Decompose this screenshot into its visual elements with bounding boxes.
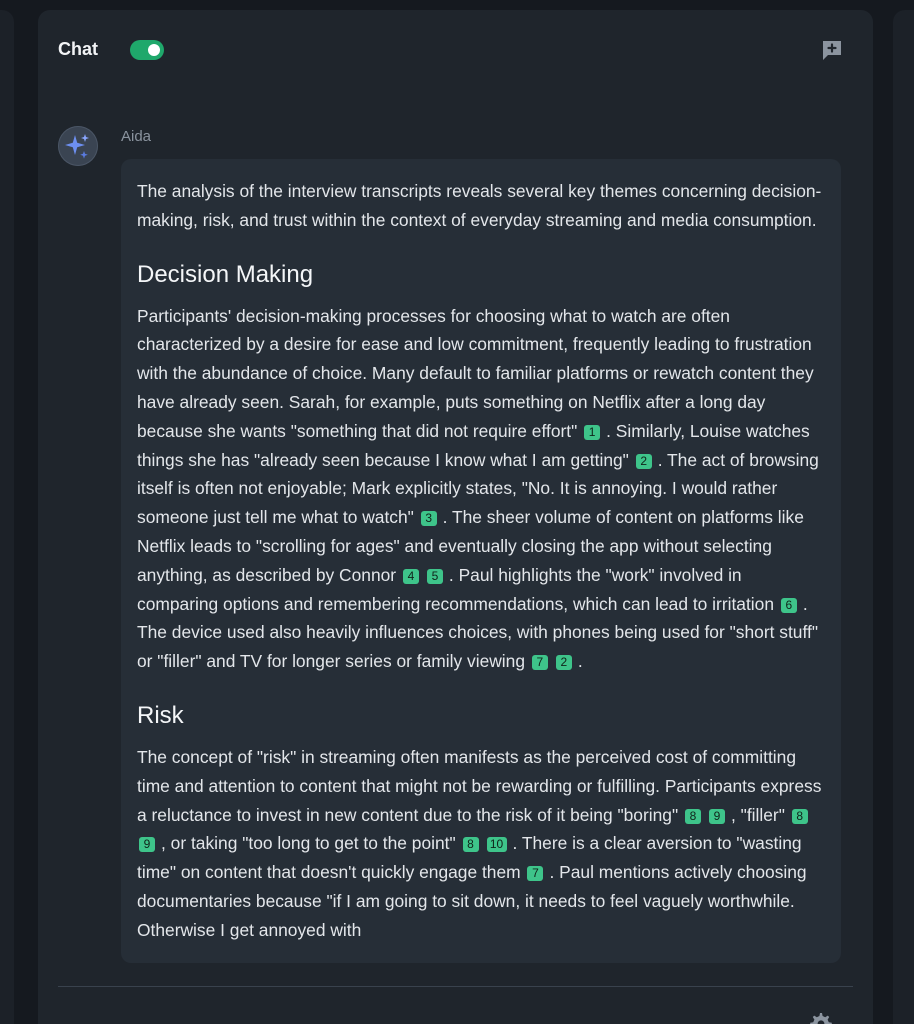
message-list[interactable] bbox=[38, 88, 873, 987]
citation-badge[interactable]: 8 bbox=[792, 809, 808, 824]
sparkles-icon bbox=[58, 126, 98, 166]
citation-badge[interactable]: 9 bbox=[709, 809, 725, 824]
citation-badge[interactable]: 8 bbox=[463, 837, 479, 852]
section-heading: Risk bbox=[137, 701, 184, 729]
citation-badge[interactable]: 2 bbox=[556, 655, 572, 670]
chat-title: Chat bbox=[58, 39, 98, 59]
citation-badge[interactable]: 8 bbox=[685, 809, 701, 824]
intro-paragraph: The analysis of the interview transcripts reveals several key themes concerning decision-making, risk, and trust within the context of everyday streaming and media consumption. bbox=[137, 181, 822, 230]
chat-toggle[interactable] bbox=[130, 40, 164, 60]
section-paragraph: The concept of "risk" in streaming often manifests as the perceived cost of committing time and attention to content that might not be rewarding or fulfilling. Participants express a reluctance to invest in new content due to the risk of it being "boring" 8 9 , "filler" 89 , or taking "too long to get to the point" 8 10 . There is a clear aversion to "wasting time" on content that doesn't quickly engage them 7 . Paul mentions actively choosing documentaries because "if I am going to sit down, it needs to feel vaguely worthwhile. Otherwise I get annoyed with bbox=[137, 746, 822, 940]
right-panel-edge bbox=[893, 10, 914, 1024]
section-paragraph: Participants' decision-making processes for choosing what to watch are often characterized by a desire for ease and low commitment, frequently leading to frustration with the abundance of choice. Many default to familiar platforms or rewatch content they have already seen. Sarah, for example, puts something on Netflix after a long day because she wants "something that did not require effort" 1 . Similarly, Louise watches things she has "already seen because I know what I am getting" 2 . The act of browsing itself is often not enjoyable; Mark explicitly states, "No. It is annoying. I would rather someone just tell me what to watch" 3 . The sheer volume of content on platforms like Netflix leads to "scrolling for ages" and eventually closing the app without selecting anything, as described by Connor 4 5 . Paul highlights the "work" involved in comparing options and remembering recommendations, which can lead to irritation 6 . The device used also heavily influences choices, with phones being used for "short stuff" or "filler" and TV for longer series or family viewing 7 2 . bbox=[137, 305, 819, 672]
citation-badge[interactable]: 5 bbox=[427, 569, 443, 584]
citation-badge[interactable]: 2 bbox=[636, 454, 652, 469]
composer-divider bbox=[58, 986, 853, 987]
citation-badge[interactable]: 10 bbox=[487, 837, 507, 852]
toggle-knob bbox=[148, 44, 160, 56]
sender-name: Aida bbox=[121, 128, 152, 145]
citation-badge[interactable]: 9 bbox=[139, 837, 155, 852]
chat-panel bbox=[38, 10, 873, 1024]
assistant-avatar bbox=[58, 126, 98, 166]
citation-badge[interactable]: 7 bbox=[527, 866, 543, 881]
citation-badge[interactable]: 6 bbox=[781, 598, 797, 613]
citation-badge[interactable]: 3 bbox=[421, 511, 437, 526]
citation-badge[interactable]: 1 bbox=[584, 425, 600, 440]
chat-plus-icon[interactable] bbox=[820, 38, 844, 62]
section-heading: Decision Making bbox=[137, 260, 314, 288]
left-panel-edge bbox=[0, 10, 14, 1024]
assistant-message bbox=[121, 159, 841, 963]
citation-badge[interactable]: 4 bbox=[403, 569, 419, 584]
chat-header bbox=[38, 10, 873, 88]
gear-icon[interactable] bbox=[808, 1011, 832, 1024]
citation-badge[interactable]: 7 bbox=[532, 655, 548, 670]
